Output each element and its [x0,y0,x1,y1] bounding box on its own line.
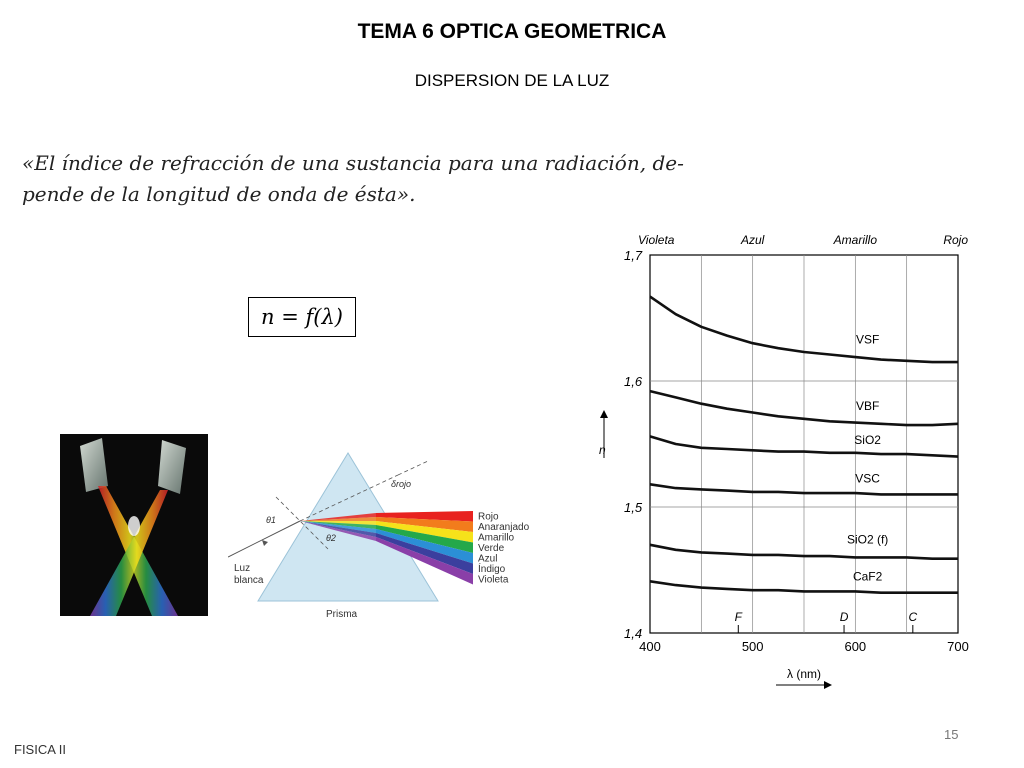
formula-box: n = f(λ) [248,297,356,337]
series-label-1: VBF [855,398,880,413]
x-tick-label: 400 [639,639,661,654]
top-color-label: Rojo [943,233,968,247]
theta2-label: θ2 [326,533,336,543]
y-axis-arrowhead [600,410,608,418]
color-label-1: Anaranjado [478,522,530,533]
y-tick-label: 1,6 [624,374,643,389]
series-label-2: SiO2 [854,433,881,448]
quote-line-1: «El índice de refracción de una sustancia para una radiación, de- [22,151,684,175]
x-axis-label: λ (nm) [787,667,821,681]
series-label-5: CaF2 [852,569,883,584]
crossing-point [128,516,140,536]
definition-quote [22,148,722,210]
color-label-4: Azul [478,553,498,565]
top-color-label: Violeta [638,233,675,247]
x-axis-arrowhead [824,681,832,689]
deviation-guide [398,461,428,475]
light-label-1: Luz [234,563,251,574]
y-tick-label: 1,7 [624,248,643,263]
top-color-label: Amarillo [833,233,878,247]
x-tick-label: 600 [844,639,867,654]
slide-subtitle: DISPERSION DE LA LUZ [414,71,610,90]
y-tick-label: 1,5 [624,500,643,515]
footer-course: FISICA II [14,742,67,757]
series-label-4: SiO2 (f) [846,532,889,547]
x-tick-label: 700 [947,639,969,654]
y-axis-label: n [599,443,606,457]
color-label-2: Amarillo [478,532,515,544]
quote-line-2: pende de la longitud de onda de ésta». [22,182,416,206]
prism-label: Prisma [326,609,358,620]
incident-arrow [262,540,268,546]
fraunhofer-marker: D [839,610,849,624]
top-color-label: Azul [740,233,765,247]
fraunhofer-marker: F [734,610,742,624]
page-number: 15 [944,727,959,742]
series-label-0: VSF [855,332,880,347]
series-label-3: VSC [855,471,880,486]
dispersion-chart [596,226,1006,691]
color-label-5: Índigo [478,564,506,575]
light-label-2: blanca [234,575,264,586]
y-tick-label: 1,4 [624,626,643,641]
fraunhofer-marker: C [908,610,918,624]
color-labels [478,512,530,586]
chart-grid [600,255,958,689]
slide-title: TEMA 6 OPTICA GEOMETRICA [357,20,667,43]
color-label-6: Violeta [478,574,509,586]
theta1-label: θ1 [266,515,276,525]
delta-label: δrojo [391,479,412,489]
prism-diagram [228,445,538,625]
color-label-3: Verde [478,543,505,554]
x-tick-label: 500 [741,639,764,654]
prism-photo [60,434,208,616]
color-label-0: Rojo [478,511,499,523]
